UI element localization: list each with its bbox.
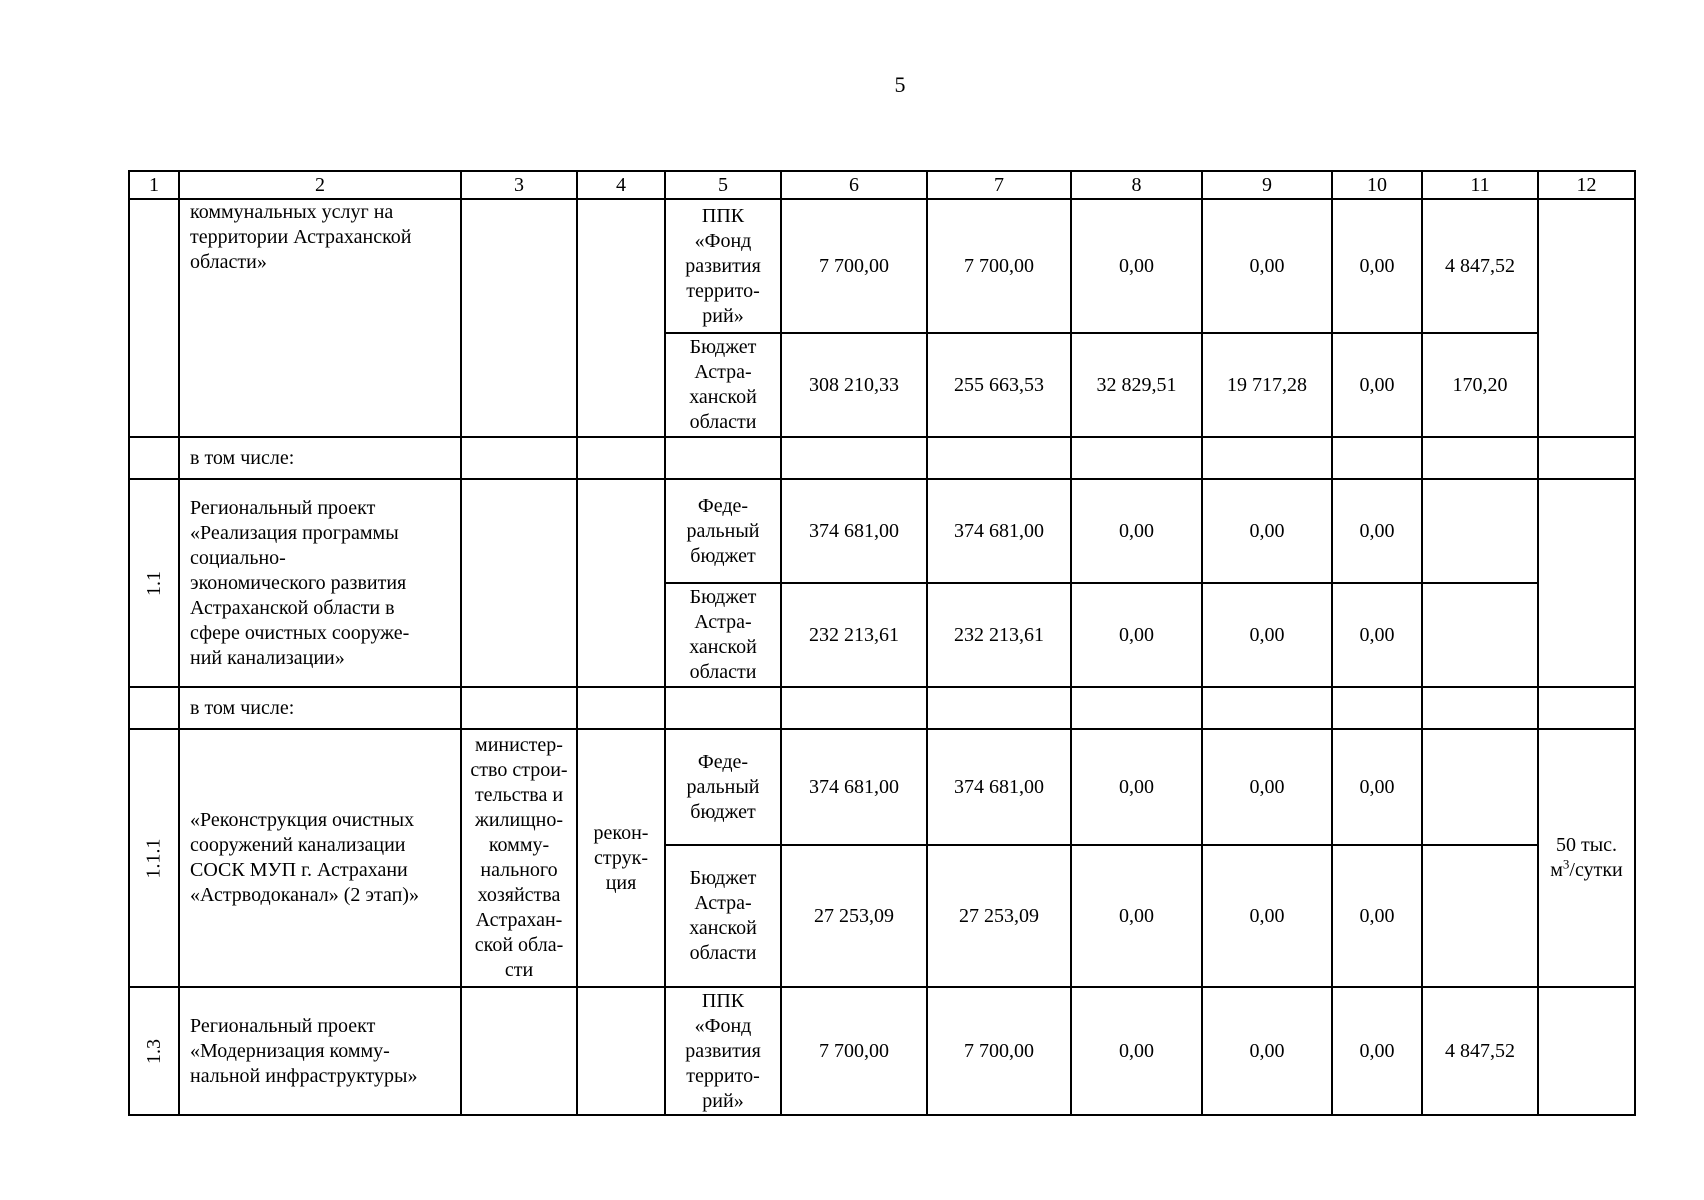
value-cell: 308 210,33 [781,333,927,437]
value-cell: 232 213,61 [781,583,927,687]
value-cell: 170,20 [1422,333,1538,437]
executor-cell [461,199,577,437]
value-cell: 32 829,51 [1071,333,1202,437]
executor-cell [461,987,577,1115]
table-row [129,479,1635,583]
value-cell: 0,00 [1202,479,1332,583]
funding-source: Бюджет Астра- ханской области [665,333,781,437]
value-cell: 374 681,00 [781,729,927,845]
item-name: коммунальных услуг на территории Астраханской области» [179,199,461,437]
value-cell: 0,00 [1332,479,1422,583]
value-cell: 4 847,52 [1422,987,1538,1115]
value-cell: 0,00 [1332,583,1422,687]
value-cell: 0,00 [1332,729,1422,845]
executor-cell: министер- ство строи- тельства и жилищно- комму- нального хозяйства Астрахан- ской обла- сти [461,729,577,987]
table-row [129,687,1635,729]
header-cell: 9 [1202,171,1332,199]
work-type-cell [577,987,665,1115]
capacity-cell: 50 тыс. $м^3$/сутки [1538,729,1635,987]
header-cell: 3 [461,171,577,199]
item-name: «Реконструкция очистных сооружений канализации СОСК МУП г. Астрахани «Астрводоканал» (2 этап)» [179,729,461,987]
funding-source: ППК «Фонд развития террито- рий» [665,199,781,333]
value-cell: 0,00 [1071,199,1202,333]
value-cell: 0,00 [1202,729,1332,845]
value-cell: 374 681,00 [927,479,1071,583]
capacity-cell [1538,987,1635,1115]
value-cell: 7 700,00 [781,199,927,333]
financing-table [128,170,1636,1116]
value-cell: 0,00 [1332,199,1422,333]
item-name: Региональный проект «Модернизация комму- нальной инфраструктуры» [179,987,461,1115]
value-cell: 27 253,09 [927,845,1071,987]
value-cell: 0,00 [1332,333,1422,437]
value-cell: 0,00 [1071,987,1202,1115]
work-type-cell [577,479,665,687]
value-cell: 0,00 [1332,845,1422,987]
value-cell: 0,00 [1071,479,1202,583]
value-cell [1422,845,1538,987]
funding-source: ППК «Фонд развития террито- рий» [665,987,781,1115]
value-cell: 255 663,53 [927,333,1071,437]
value-cell: 4 847,52 [1422,199,1538,333]
item-code: 1.1 [129,479,179,687]
capacity-cell [1538,479,1635,687]
table-row [129,729,1635,845]
header-cell: 1 [129,171,179,199]
value-cell: 0,00 [1332,987,1422,1115]
funding-source: Феде- ральный бюджет [665,479,781,583]
header-cell: 11 [1422,171,1538,199]
header-cell: 2 [179,171,461,199]
value-cell: 0,00 [1202,987,1332,1115]
table-row [129,199,1635,333]
funding-source: Бюджет Астра- ханской области [665,845,781,987]
value-cell: 0,00 [1202,845,1332,987]
value-cell: 0,00 [1071,729,1202,845]
subtotal-label: в том числе: [179,437,461,479]
header-cell: 8 [1071,171,1202,199]
value-cell: 7 700,00 [927,199,1071,333]
value-cell: 232 213,61 [927,583,1071,687]
header-cell: 10 [1332,171,1422,199]
value-cell: 27 253,09 [781,845,927,987]
value-cell: 0,00 [1071,583,1202,687]
work-type-cell: рекон- струк- ция [577,729,665,987]
header-cell: 4 [577,171,665,199]
item-name: Региональный проект «Реализация программы социально- экономического развития Астраханской области в сфере очистных сооруже- ний канализации» [179,479,461,687]
value-cell: 0,00 [1071,845,1202,987]
header-cell: 12 [1538,171,1635,199]
subtotal-label: в том числе: [179,687,461,729]
header-cell: 6 [781,171,927,199]
capacity-cell [1538,199,1635,437]
table-row [129,437,1635,479]
work-type-cell [577,199,665,437]
table-row [129,987,1635,1115]
value-cell: 7 700,00 [927,987,1071,1115]
executor-cell [461,479,577,687]
value-cell: 19 717,28 [1202,333,1332,437]
value-cell: 0,00 [1202,583,1332,687]
code-cell [129,199,179,437]
funding-source: Бюджет Астра- ханской области [665,583,781,687]
value-cell: 7 700,00 [781,987,927,1115]
value-cell: 374 681,00 [927,729,1071,845]
header-cell: 5 [665,171,781,199]
value-cell: 374 681,00 [781,479,927,583]
item-code: 1.1.1 [129,729,179,987]
item-code: 1.3 [129,987,179,1115]
page-number: 5 [894,72,906,97]
funding-source: Феде- ральный бюджет [665,729,781,845]
header-row [129,171,1635,199]
header-cell: 7 [927,171,1071,199]
value-cell [1422,583,1538,687]
value-cell: 0,00 [1202,199,1332,333]
value-cell [1422,729,1538,845]
value-cell [1422,479,1538,583]
